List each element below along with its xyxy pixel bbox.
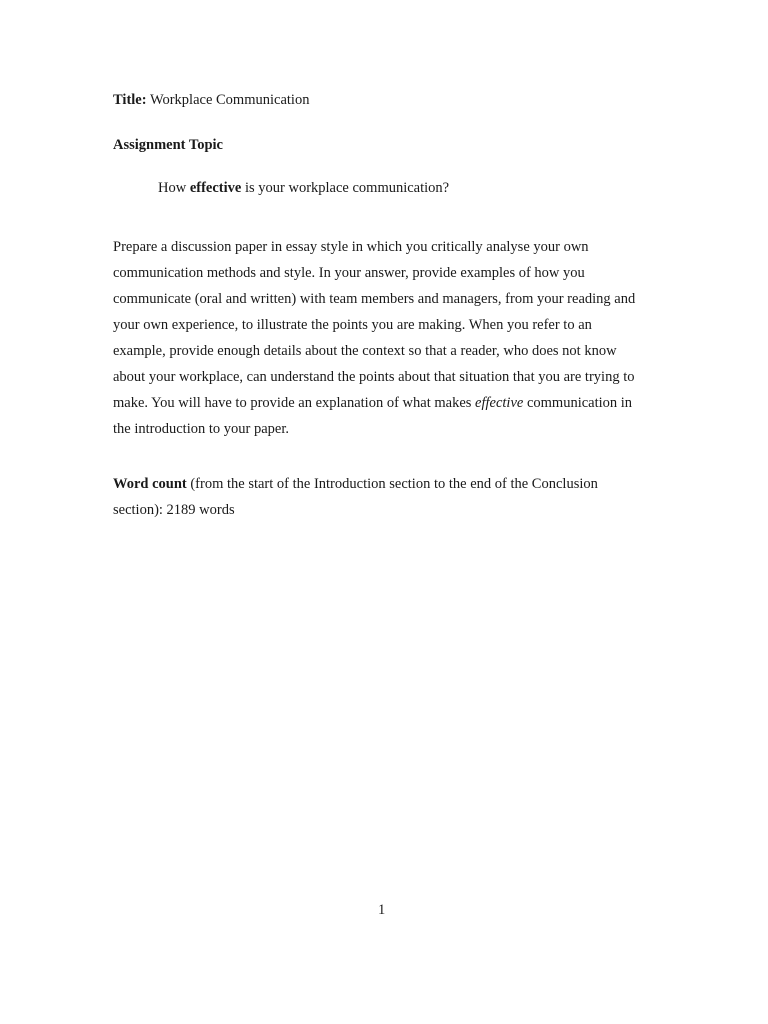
paragraph-line: Prepare a discussion paper in essay style in which you critically analyse your own	[113, 239, 589, 255]
paragraph-line: your own experience, to illustrate the points you are making. When you refer to an	[113, 317, 592, 333]
word-count-description: (from the start of the Introduction section to the end of the Conclusion	[190, 476, 598, 492]
paragraph-line: about your workplace, can understand the points about that situation that you are trying to	[113, 369, 635, 385]
line7-emphasis: effective	[475, 395, 524, 411]
title-label: Title:	[113, 92, 147, 108]
line7-before: make. You will have to provide an explanation of what makes	[113, 395, 472, 411]
question-prefix: How	[158, 180, 187, 196]
paragraph-line: communicate (oral and written) with team members and managers, from your reading and	[113, 291, 636, 307]
question-emphasis: effective	[189, 180, 242, 196]
word-count-line-2: section): 2189 words	[113, 502, 235, 518]
paragraph-line: example, provide enough details about the context so that a reader, who does not know	[113, 343, 617, 359]
assignment-topic-heading: Assignment Topic	[113, 137, 223, 153]
topic-question	[158, 179, 449, 197]
paragraph-line: the introduction to your paper.	[113, 421, 289, 437]
line7-after: communication in	[526, 395, 633, 411]
word-count-label: Word count	[113, 476, 187, 492]
paragraph-line: communication methods and style. In your answer, provide examples of how you	[113, 265, 585, 281]
title-value: Workplace Communication	[149, 92, 310, 108]
word-count-line-1	[113, 471, 673, 497]
assignment-paragraph	[113, 234, 673, 442]
paragraph-line	[113, 390, 673, 416]
question-suffix: is your workplace communication?	[244, 180, 450, 196]
title-line	[113, 91, 309, 109]
word-count-block	[113, 471, 673, 523]
page-number: 1	[378, 902, 386, 918]
